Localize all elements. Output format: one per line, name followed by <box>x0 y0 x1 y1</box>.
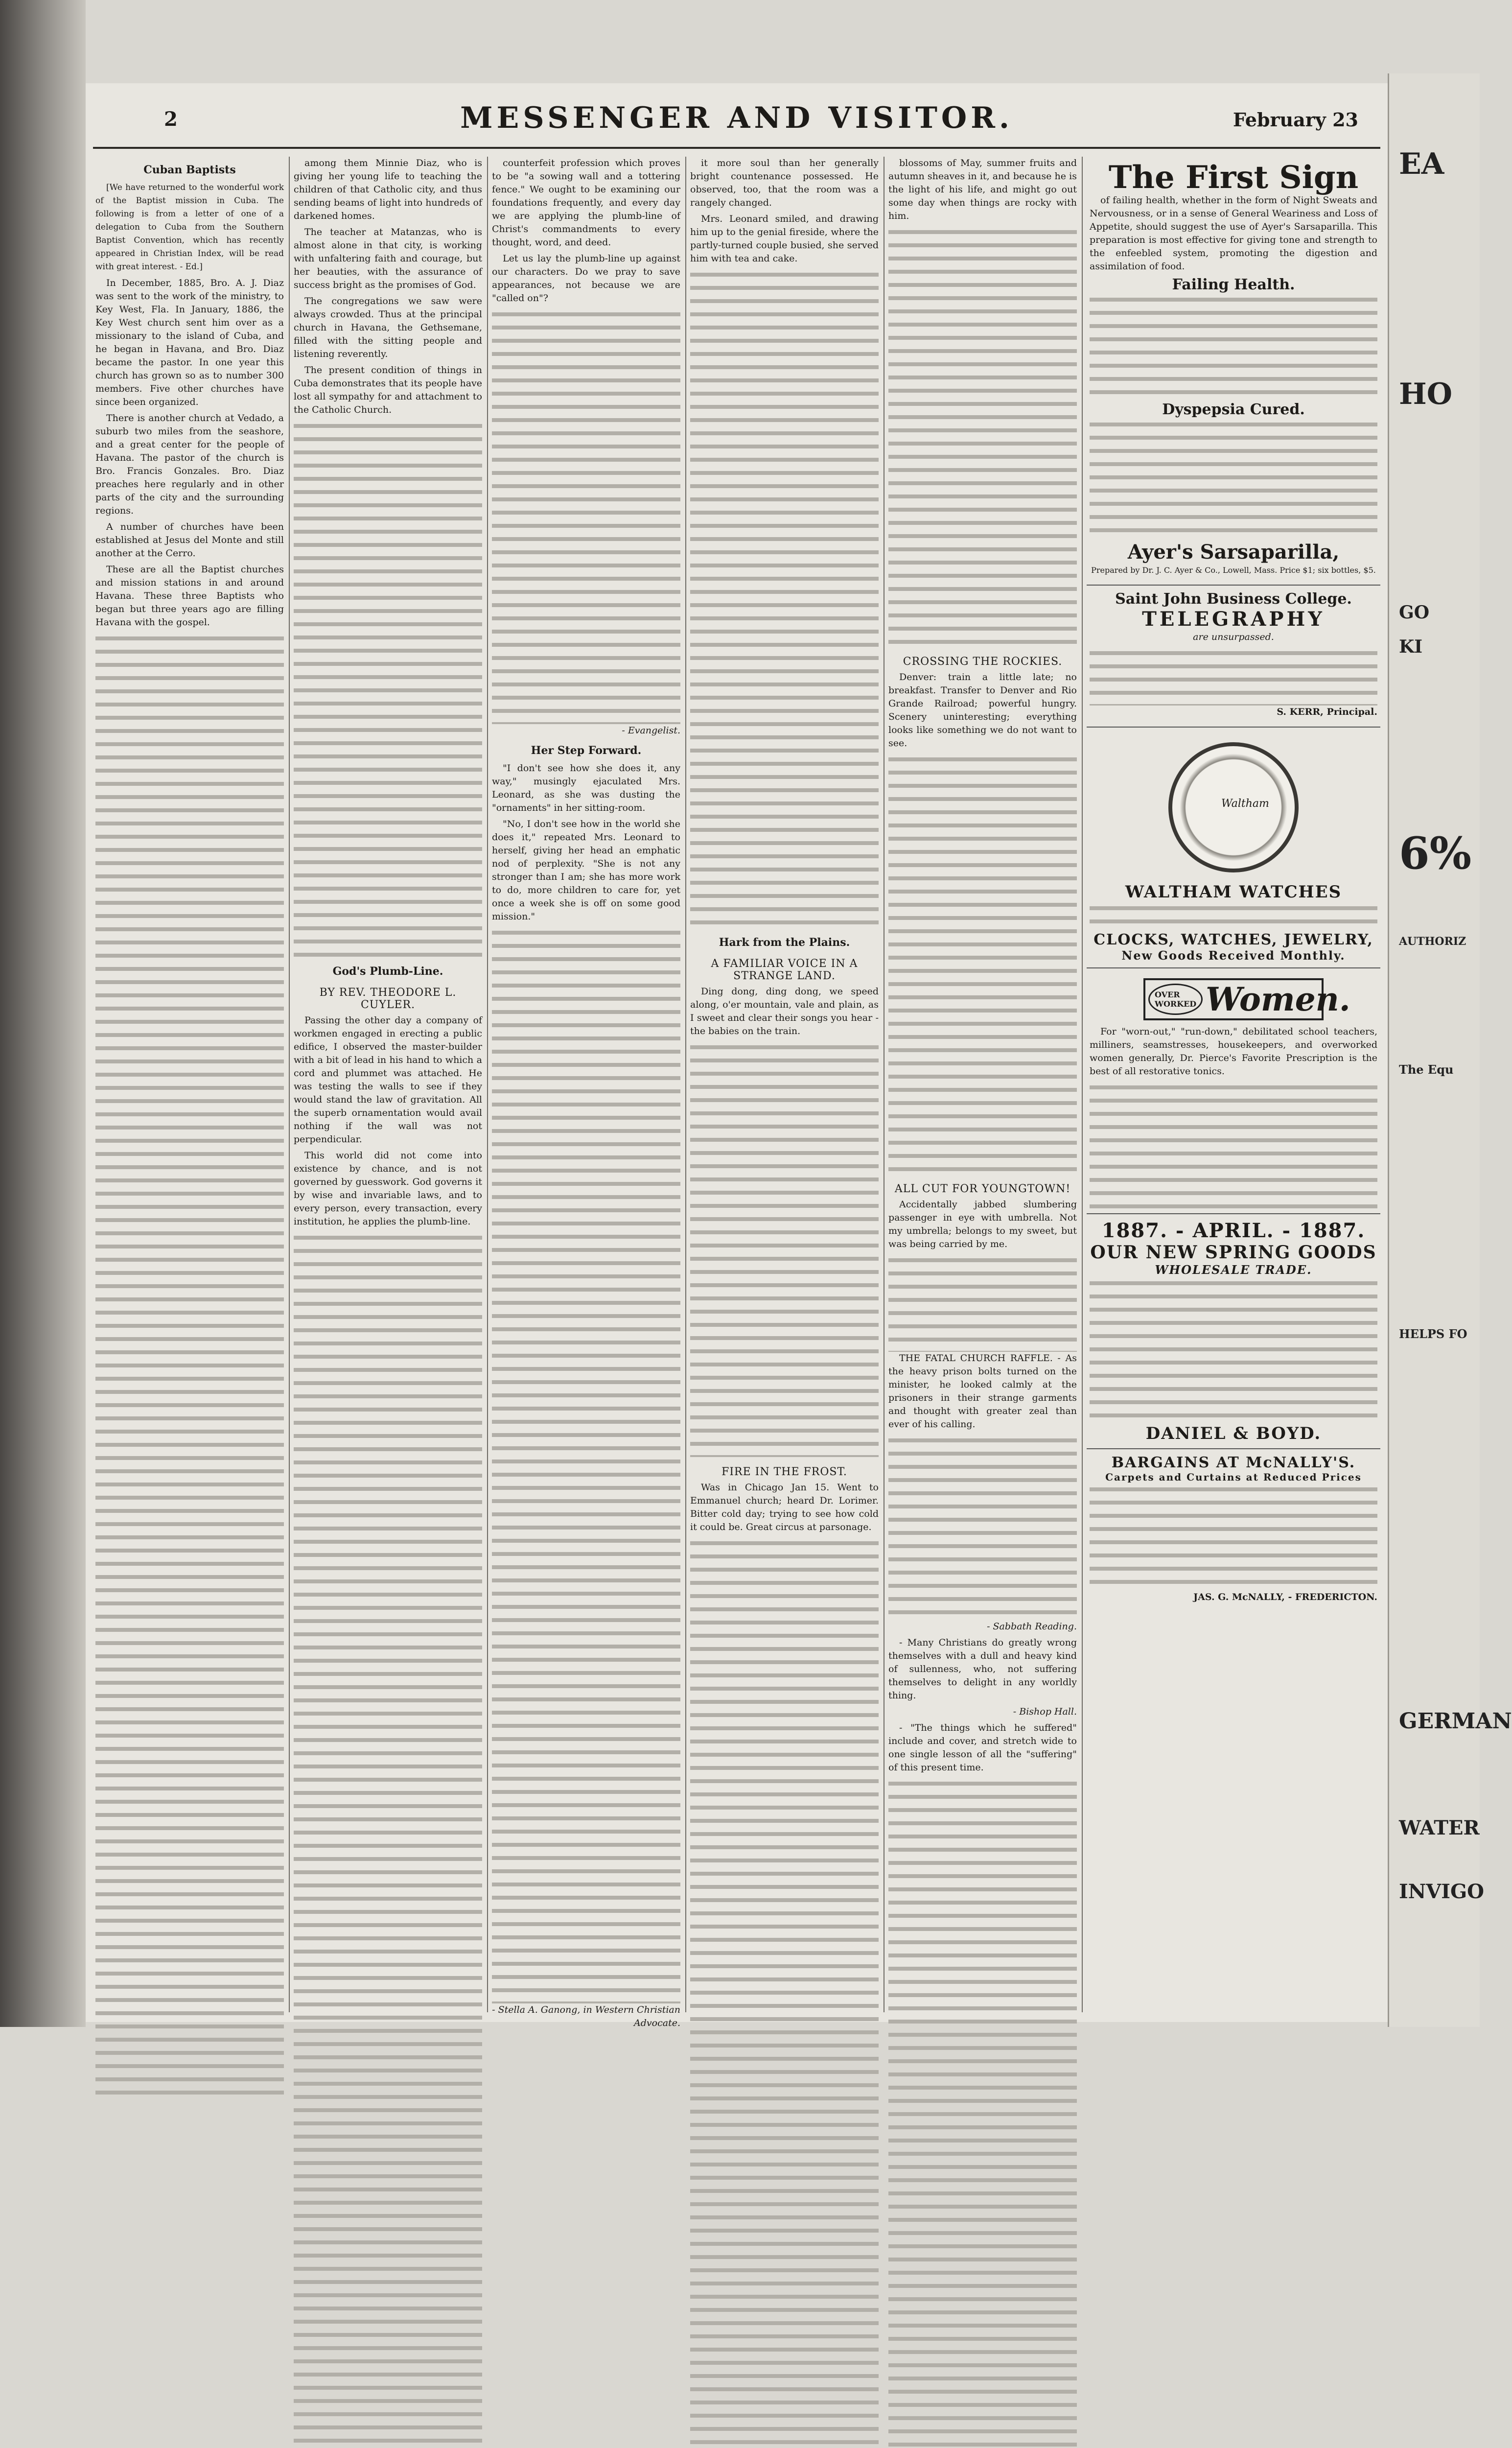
column-6-advertisements <box>1087 157 1380 2017</box>
paragraph: There is another church at Vedado, a suburb two miles from the seashore, and a great center for the people of Havana. The pastor of the church is Bro. Francis Gonzales. Bro. Diaz preaches here regularly and in other parts of the city and the surrounding regions. <box>95 413 284 516</box>
ad-signature: S. KERR, Principal. <box>1277 706 1377 717</box>
page-number: 2 <box>164 108 178 131</box>
ad-logo <box>1143 978 1350 1020</box>
ad-subhead: Failing Health. <box>1172 276 1295 293</box>
fragment-text: EA <box>1399 147 1444 181</box>
ad-body-text <box>1090 1483 1377 1591</box>
paragraph: "No, I don't see how in the world she does it," repeated Mrs. Leonard to herself, giving her head an emphatic nod of perplexity. "She is not any stronger than I am; she has more work to do, more children to care for, yet once a week she is off on some good mission." <box>492 819 680 922</box>
body-text-block <box>888 753 1077 1174</box>
paragraph: Mrs. Leonard smiled, and drawing him up to the genial fireside, where the partly-turned couple busied, she served him with tea and cake. <box>690 213 879 264</box>
fragment-text: The Equ <box>1399 1062 1454 1077</box>
ad-body-text <box>1090 293 1377 401</box>
body-text-block <box>888 226 1077 647</box>
adjacent-page-edge <box>1388 73 1512 2027</box>
ad-signature: JAS. G. McNALLY, - FREDERICTON. <box>1193 1592 1377 1602</box>
overworked-women-ad <box>1087 968 1380 1214</box>
waltham-watches-ad <box>1087 728 1380 968</box>
fragment-text: HELPS FO <box>1399 1327 1467 1341</box>
ad-subline: are unsurpassed. <box>1193 632 1274 642</box>
ad-title: Saint John Business College. <box>1115 590 1352 608</box>
paragraph: Passing the other day a company of workmen engaged in erecting a public edifice, I observed the master-builder with a bit of lead in his hand to which a cord and plummet was attached. He was testing the walls to see if they would stand the law of gravitation. All the superb ornamentation would avail nothing if the wall was not perpendicular. <box>294 1015 482 1145</box>
attribution: - Bishop Hall. <box>1013 1706 1077 1717</box>
paragraph: Denver: train a little late; no breakfast. Transfer to Denver and Rio Grande Railroad; powerful hungry. Scenery uninteresting; everything looks like something we do not want to see. <box>888 672 1077 749</box>
article-subheading: A FAMILIAR VOICE IN A STRANGE LAND. <box>711 958 858 982</box>
ad-body-text <box>1090 902 1377 931</box>
column-rule <box>289 157 290 2012</box>
paragraph: In December, 1885, Bro. A. J. Diaz was sent to the work of the ministry, to Key West, Fla. In January, 1886, the Key West church sent him over as a missionary to the island of Cuba, and he began in Havana, and Bro. Diaz became the pastor. In one year this church has grown so as to number 300 members. Five other churches have since been organized. <box>95 278 284 407</box>
body-text-block <box>888 1254 1077 1352</box>
article-intro: [We have returned to the wonderful work of the Baptist mission in Cuba. The following is from a letter of one of a delegation to Cuba from the Southern Baptist Convention, which has recently appeared in Christian Index, will be read with great interest. - Ed.] <box>95 183 284 272</box>
attribution: - Evangelist. <box>622 725 680 736</box>
column-4 <box>690 157 879 2017</box>
column-1 <box>95 157 284 2017</box>
body-text-block <box>294 1231 482 2448</box>
column-2 <box>294 157 482 2017</box>
business-college-ad <box>1087 586 1380 728</box>
body-text-block <box>95 632 284 2101</box>
article-subheading: ALL CUT FOR YOUNGTOWN! <box>894 1183 1071 1195</box>
fragment-text: GERMAN <box>1399 1709 1512 1734</box>
ad-firm: DANIEL & BOYD. <box>1145 1424 1322 1443</box>
ad-headline: TELEGRAPHY <box>1142 608 1325 631</box>
article-heading: Her Step Forward. <box>531 744 642 757</box>
column-rule <box>1082 157 1083 2012</box>
masthead <box>86 98 1388 142</box>
article-subheading: CROSSING THE ROCKIES. <box>903 656 1063 668</box>
body-text-block <box>492 926 680 2003</box>
fragment-text: HO <box>1399 377 1452 411</box>
ad-body-text <box>1090 1081 1377 1208</box>
attribution: - Stella A. Ganong, in Western Christian Advocate. <box>492 2004 680 2028</box>
ad-maker: Prepared by Dr. J. C. Ayer & Co., Lowell, Mass. Price $1; six bottles, $5. <box>1091 565 1376 575</box>
fragment-text: KI <box>1399 636 1423 657</box>
ad-title: 1887. - APRIL. - 1887. <box>1101 1219 1366 1242</box>
book-spine <box>0 0 86 2027</box>
byline: BY REV. THEODORE L. CUYLER. <box>319 987 457 1011</box>
ad-subhead: CLOCKS, WATCHES, JEWELRY, <box>1093 931 1373 948</box>
paragraph: among them Minnie Diaz, who is giving her young life to teaching the children of that Catholic city, and thus sending beams of light into hundreds of darkened homes. <box>294 158 482 221</box>
article-heading: Cuban Baptists <box>143 164 236 176</box>
ad-subhead: New Goods Received Monthly. <box>1121 948 1346 963</box>
issue-date: February 23 <box>1233 109 1358 131</box>
column-5 <box>888 157 1077 2017</box>
fragment-text: GO <box>1399 602 1430 623</box>
ad-badge: OVER WORKED <box>1148 984 1203 1015</box>
ad-title: WALTHAM WATCHES <box>1125 882 1342 902</box>
ad-subhead: OUR NEW SPRING GOODS <box>1090 1242 1377 1263</box>
body-text-block <box>888 1777 1077 2448</box>
paragraph: A number of churches have been established at Jesus del Monte and still another at the Cerro. <box>95 521 284 559</box>
article-heading: God's Plumb-Line. <box>332 965 443 978</box>
ad-subhead: WHOLESALE TRADE. <box>1155 1263 1312 1277</box>
ad-body-text <box>1090 1277 1377 1424</box>
column-rule <box>685 157 686 2012</box>
fragment-text: INVIGO <box>1399 1880 1485 1903</box>
paragraph: it more soul than her generally bright countenance possessed. He observed, too, that the room was a rangely changed. <box>690 158 879 208</box>
ad-body-text <box>1090 647 1377 706</box>
fragment-text: WATER <box>1399 1816 1480 1839</box>
mcnally-ad <box>1087 1449 1380 1612</box>
body-text-block <box>492 308 680 724</box>
paragraph: These are all the Baptist churches and mission stations in and around Havana. These three Baptists who began but three years ago are filling Havana with the gospel. <box>95 564 284 628</box>
paragraph: counterfeit profession which proves to be "a sowing wall and a tottering fence." We ought to be examining our foundations frequently, and every day we are applying the plumb-line of Christ's commandments to every thought, word, and deed. <box>492 158 680 248</box>
ad-subhead: Dyspepsia Cured. <box>1162 401 1305 418</box>
body-text-block <box>888 1434 1077 1620</box>
fragment-text: 6% <box>1399 827 1472 879</box>
ayers-sarsaparilla-ad <box>1087 157 1380 586</box>
ad-text: For "worn-out," "run-down," debilitated school teachers, milliners, seamstresses, housekeepers, and overworked women generally, Dr. Pierce's Favorite Prescription is the best of all restorative tonics. <box>1090 1026 1377 1077</box>
ad-text: of failing health, whether in the form of Night Sweats and Nervousness, or in a sense of General Weariness and Loss of Appetite, should suggest the use of Ayer's Sarsaparilla. This preparation is most effective for giving tone and strength to the enfeebled system, promoting the digestion and assimilation of food. <box>1090 195 1377 272</box>
daniel-boyd-ad <box>1087 1214 1380 1449</box>
body-text-block <box>690 1537 879 2448</box>
paragraph: blossoms of May, summer fruits and autumn sheaves in it, and because he is the light of his life, and might go out some day when things are rocky with him. <box>888 158 1077 221</box>
article-heading: Hark from the Plains. <box>719 936 850 949</box>
paragraph: "I don't see how she does it, any way," musingly ejaculated Mrs. Leonard, as she was dusting the "ornaments" in her sitting-room. <box>492 763 680 813</box>
fragment-text: AUTHORIZ <box>1399 935 1466 948</box>
paragraph: The congregations we saw were always crowded. Thus at the principal church in Havana, the Gethsemane, filled with the sitting people and listening reverently. <box>294 296 482 359</box>
paragraph: - Many Christians do greatly wrong themselves with a dull and heavy kind of sullenness, who, not suffering themselves to delight in any worldly thing. <box>888 1637 1077 1701</box>
paragraph: The present condition of things in Cuba demonstrates that its people have lost all sympathy for and attachment to the Catholic Church. <box>294 365 482 415</box>
paragraph: This world did not come into existence by chance, and is not governed by guesswork. God governs it by wise and invariable laws, and to every person, every transaction, every institution, he applies the plumb-line. <box>294 1150 482 1227</box>
article-subheading: FIRE IN THE FROST. <box>721 1466 847 1478</box>
body-text-block <box>690 268 879 929</box>
ad-body-text <box>1090 418 1377 541</box>
attribution: - Sabbath Reading. <box>987 1621 1077 1632</box>
ad-title: BARGAINS AT McNALLY'S. <box>1111 1454 1356 1471</box>
masthead-rule <box>93 147 1380 149</box>
body-text-block <box>690 1041 879 1457</box>
column-3 <box>492 157 680 2028</box>
paragraph: Ding dong, ding dong, we speed along, o'er mountain, vale and plain, as I sweet and clear their songs you hear - the babies on the train. <box>690 986 879 1036</box>
ad-title: Women. <box>1206 980 1350 1018</box>
paragraph: THE FATAL CHURCH RAFFLE. - As the heavy prison bolts turned on the minister, he looked calmly at the prisoners in their strange garments and thought with greater zeal than ever of his calling. <box>888 1353 1077 1430</box>
paragraph: Let us lay the plumb-line up against our characters. Do we pray to save appearances, not because we are "called on"? <box>492 253 680 304</box>
newspaper-title: MESSENGER AND VISITOR. <box>460 101 1013 135</box>
watch-face-script: Waltham <box>1221 798 1269 810</box>
pocket-watch-icon <box>1168 742 1299 872</box>
paragraph: Was in Chicago Jan 15. Went to Emmanuel church; heard Dr. Lorimer. Bitter cold day; trying to see how cold it could be. Great circus at parsonage. <box>690 1482 879 1532</box>
ad-title: The First Sign <box>1108 159 1359 196</box>
paragraph: The teacher at Matanzas, who is almost alone in that city, is working with unfaltering faith and courage, but her beauties, with the assurance of success bright as the promises of God. <box>294 227 482 290</box>
ad-subhead: Carpets and Curtains at Reduced Prices <box>1105 1471 1362 1483</box>
paragraph: Accidentally jabbed slumbering passenger in eye with umbrella. Not my umbrella; belongs to my sweet, but was being carried by me. <box>888 1199 1077 1249</box>
ad-brand: Ayer's Sarsaparilla, <box>1127 541 1340 564</box>
column-rule <box>487 157 488 2012</box>
paragraph: - "The things which he suffered" include and cover, and stretch wide to one single lesson of all the "suffering" of this present time. <box>888 1722 1077 1773</box>
body-text-block <box>294 420 482 958</box>
